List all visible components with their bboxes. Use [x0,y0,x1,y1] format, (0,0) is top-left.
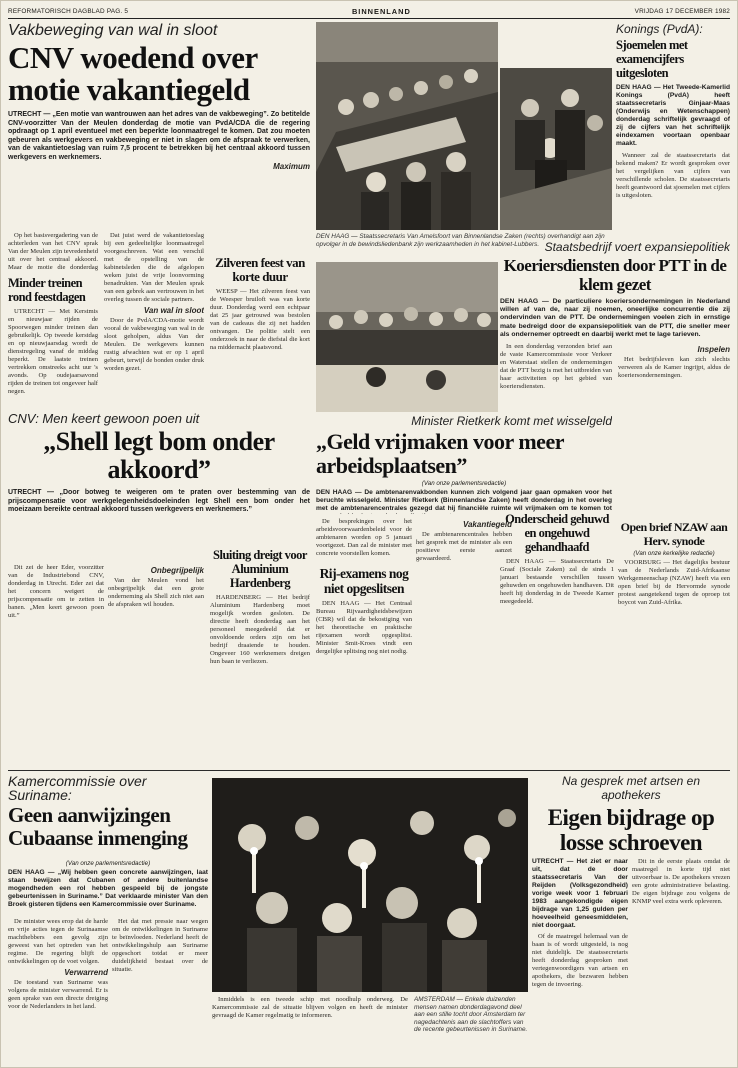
onderscheid-headline: Onderscheid gehuwd en ongehuwd gehandhaafd [505,512,609,554]
konings-headline: Sjoemelen met examencijfers uitgesloten [616,38,688,80]
rietkerk-body: De besprekingen over het arbeidsvoorwaardenbeleid voor de ambtenaren worden op 5 januari voortgezet. Dan zal de minister met concrete voorstellen komen. [316,518,412,557]
ptt-lead: DEN HAAG — De particuliere koeriersondernemingen in Nederland willen af van de, naar zij noemen, oneerlijke concurrentie die zij ondervinden van de PTT. De ondernemingen voelen zich in ernstige mate bedreigd door de expansiepolitiek van de PTT, die sneller meer als ondernemer optreedt en daarbij werkt met te lage tarieven. [500,298,730,338]
cnv-headline: CNV woedend over motie vakantiegeld [8,40,258,107]
konings-kicker: Konings (PvdA): [616,22,703,36]
divider-bottom-section [8,770,730,771]
ptt-kicker: Staatsbedrijf voert expansiepolitiek [544,240,730,254]
cnv-body-col1 [8,232,98,272]
section-name: BINNENLAND [351,7,411,16]
shell-headline: „Shell legt bom onder akkoord” [43,427,275,484]
cnv-subhead-1: Maximum [273,162,310,171]
aluminium-body: HARDENBERG — Het bedrijf Aluminium Hardenberg moet mogelijk worden gesloten. De directie heeft donderdag aan het personeel meegedeeld dat er onvoldoende orders zijn om het bedrijf draaiende te houden. Ongeveer 160 werknemers dreigen hun baan te verliezen. [210,594,310,665]
apothekers-body: Of de maatregel helemaal van de baan is of wordt uitgesteld, is nog niet duidelijk. De staatssecretaris heeft donderdag gesproken met vertegenwoordigers van artsen en apothekers, die bezwaren hebben tegen de invoering. [532,933,628,988]
meeting-photo-caption-text: DEN HAAG — Staatssecretaris Van Amelsfoort van Binnenlandse Zaken (rechts) overhandigt aan zijn opvolger in de bewindsliedenbank zijn werkzaamheden in het kabinet-Lubbers. [316,233,605,248]
shell-body2: Van der Meulen vond het onbegrijpelijk dat een grote onderneming als Shell zich niet aan de afspraken wil houden. [108,577,204,608]
cnv-lead: UTRECHT — „Een motie van wantrouwen aan het adres van de vakbeweging”. Zo betitelde CNV-voorzitter Van der Meulen donderdag de motie van PvdA/CDA die de regering opdraagt op 1 april eventueel met een beperkte loonmaatregel te komen. Dat zou moeten gebeuren als werkgevers en vakbeweging er niet in slagen om de afspraak te verwerken, van de vakantietoeslag van ruim 7,5 procent te betrekken bij het centraal akkoord tussen werkgevers en werknemers. [8,111,310,161]
suriname-body2: De toestand van Suriname was volgens de minister verwarrend. Er is geen sprake van een directe dreiging voor de Nederlanders in het land. [8,979,108,1010]
assembly-photo [316,262,498,412]
meeting-photo-right [500,68,612,230]
rietkerk-headline: „Geld vrijmaken voor meer arbeidsplaatsen” [316,429,564,478]
nzaw-headline: Open brief NZAW aan Herv. synode [620,520,728,548]
konings-body: Wanneer zal de staatssecretaris dat bekend maken? Er wordt gesproken over het vergelijken van cijfers van verschillende scholen. De staatssecretaris heeft geantwoord dat sjoemelen met cijfers is uitgesloten. [616,152,730,199]
suriname-article [8,774,208,868]
suriname-byline: (Van onze parlementsredactie) [65,860,151,867]
zilveren-headline: Zilveren feest van korte duur [215,256,305,284]
suriname-col3: Inmiddels is een tweede schip met noodhulp onderweg. De Kamercommissie zal de situatie blijven volgen en heeft de minister gevraagd de Kamer regelmatig te informeren. [212,996,408,1019]
procession-photo-caption-block [414,996,528,1060]
assembly-photo-image [316,262,498,412]
shell-subhead: Onbegrijpelijk [150,566,204,575]
shell-body-col [8,564,104,764]
suriname-col2: Het dat met pressie naar wegen om de ontwikkelingen in Suriname te beïnvloeden. Nederland heeft de ontwikkelingshulp aan Suriname opgeschort totdat er meer duidelijkheid bestaat over de situatie. [112,918,208,973]
rietkerk-body-col2 [416,518,512,788]
rietkerk-body-col [316,518,412,564]
shell-body-col2 [108,564,204,764]
ptt-body2: Het bedrijfsleven kan zich slechts verweren als de Kamer ingrijpt, aldus de koeriersondernemingen. [618,356,730,380]
procession-photo-caption: AMSTERDAM — Enkele duizenden mensen namen donderdagavond deel aan een stille tocht door Amsterdam ter nagedachtenis aan de slachtoffers van de recente gebeurtenissen in Suriname. [414,996,528,1034]
nzaw-article [618,520,730,760]
rietkerk-byline: (Van onze parlementsredactie) [421,480,507,487]
page-date: VRIJDAG 17 DECEMBER 1982 [634,8,730,15]
shell-kicker: CNV: Men keert gewoon poen uit [8,412,200,426]
shell-article [8,412,310,560]
cnv-body-col3 [210,160,310,250]
apothekers-kicker: Na gesprek met artsen en apothekers [561,774,701,802]
cnv-end-body: Door de PvdA/CDA-motie wordt vooral de vakbeweging van wal in de sloot geholpen, aldus Van der Meulen. De werkgevers kunnen rustig afwachten wat er op 1 april gebeurt, terwijl de bonden onder druk worden gezet. [104,317,204,372]
suriname-body-col2 [112,918,208,1060]
meeting-photo-right-image [500,68,612,230]
suriname-subhead: Verwarrend [64,968,108,977]
treinen-headline: Minder treinen rond feestdagen [8,276,86,304]
rietkerk-kicker: Minister Rietkerk komt met wisselgeld [411,414,612,428]
rietkerk-lead: DEN HAAG — De ambtenarenvakbonden kunnen zich volgend jaar gaan opmaken voor het beruchte wisselgeld. Minister Rietkerk (Binnenlandse Zaken) heeft donderdag in het overleg met de ambtenarencentrales gezegd dat hij financiële ruimte wil vrijmaken om te komen tot [316,489,612,512]
nzaw-byline: (Van onze kerkelijke redactie) [633,550,715,557]
treinen-article [8,276,98,416]
nzaw-body: VOORBURG — Het dagelijks bestuur van de Nederlands Zuid-Afrikaanse Werkgemeenschap (NZAW) heeft via een open brief bij de Hervormde synode protest aangetekend tegen de oproep tot boycot van Zuid-Afrika. [618,559,730,606]
onderscheid-body: DEN HAAG — Staatssecretaris De Graaf (Sociale Zaken) zal de sinds 1 januari bestaande verschillen tussen gehuwden en ongehuwden handhaven. Dit heeft hij donderdag in de Tweede Kamer meegedeeld. [500,558,614,605]
rijexamens-article [316,566,412,786]
aluminium-headline: Sluiting dreigt voor Aluminium Hardenberg [213,548,307,590]
apothekers-body2: Dit in de eerste plaats omdat de maatregel in korte tijd niet uitvoerbaar is. De apothekers vrezen een grote administratieve belasting. De eigen bijdrage zou volgens de KNMP veel extra werk opleveren. [632,858,730,905]
aluminium-article [210,548,310,768]
paper-name: REFORMATORISCH DAGBLAD PAG. 5 [8,8,129,15]
zilveren-article [210,256,310,406]
suriname-lead: DEN HAAG — „Wij hebben geen concrete aanwijzingen, laat staan bewijzen dat Cubanen of andere buitenlandse mogendheden een rol hebben gespeeld bij de jongste gebeurtenissen in Suriname.” Dat verklaarde minister Van den Broek gisteren tijdens een Kamercommissie over Suriname. [8,869,208,908]
rijexamens-body: DEN HAAG — Het Centraal Bureau Rijvaardigheidsbewijzen (CBR) wil dat de bekostiging van het theoretische en praktische rijexamen wordt opgesplitst. Minister Smit-Kroes vindt een dergelijke splitsing nog niet nodig. [316,600,412,655]
rietkerk-subhead: Vakantiegeld [462,520,512,529]
suriname-body: De minister wees erop dat de harde en vrije acties tegen de Surinaamse machthebbers een gevolg zijn geweest van het optreden van het regime. De regering blijft de ontwikkelingen op de voet volgen. [8,918,108,965]
cnv-kicker: Vakbeweging van wal in sloot [8,22,218,39]
konings-lead: DEN HAAG — Het Tweede-Kamerlid Konings (PvdA) heeft staatssecretaris Ginjaar-Maas (Onderwijs en Wetenschappen) donderdag schriftelijk gevraagd of zij de cijfers van het schriftelijk eindexamen voortaan openbaar maakt. [616,84,730,147]
rijexamens-headline: Rij-examens nog niet opgeslitsen [319,566,409,596]
ptt-article [500,240,730,510]
suriname-lead-block [8,858,208,914]
meeting-photo-image [316,22,498,230]
shell-lead: UTRECHT — „Door botweg te weigeren om te praten over bestemming van de prijscompensatie voor werkgelegenheidsdoeleinden legt Shell een bom onder het moeizaam bereikte centraal akkoord tussen werkgevers en werknemers.” [8,489,310,514]
apothekers-body-col2 [632,858,730,1060]
shell-body: Dit zei de heer Eder, voorzitter van de Industriebond CNV, donderdag in Utrecht. Eder zei dat het concern weigert de prijscompensatie om te zetten in banen. „Men keert gewoon poen uit.” [8,564,104,619]
apothekers-headline: Eigen bijdrage op losse schroeven [547,805,715,855]
onderscheid-article [500,512,614,762]
treinen-body: UTRECHT — Met Kerstmis en nieuwjaar rijden de Spoorwegen minder treinen dan gebruikelijk. Op tweede kerstdag en op nieuwjaarsdag wordt de dienstregeling vanaf de middag beperkt. De laatste treinen vertrekken omstreeks acht uur 's avonds. Op oudejaarsavond rijden de treinen tot ongeveer half negen. [8,308,98,395]
suriname-body-col3 [212,996,408,1060]
apothekers-lead-block [532,858,628,1060]
zilveren-body: WEESP — Het zilveren feest van de Weesper bruiloft was van korte duur. Donderdag werd een echtpaar dat 25 jaar getrouwd was bestolen van de cadeaus die zij net hadden ontvangen. De politie stelt een onderzoek in naar de diefstal die kort na middernacht plaatsvond. [210,288,310,351]
ptt-headline: Koeriersdiensten door PTT in de klem gezet [503,256,727,294]
apothekers-lead: UTRECHT — Het ziet er naar uit, dat de door staatssecretaris Van der Reijden (Volksgezondheid) vorige week voor 1 februari 1983 aangekondigde eigen bijdrage van 1,25 gulden per hoeveelheid geneesmiddelen, niet doorgaat. [532,858,628,929]
suriname-headline: Geen aanwijzingen Cubaanse inmenging [8,803,188,850]
suriname-kicker: Kamercommissie over Suriname: [8,774,147,803]
page-masthead [8,5,730,19]
cnv-mid-body: Dat juist werd de vakantietoeslag bij een gedeeltelijke loonmaatregel voorgeschreven. Wat een verschil met de opstelling van de kabinetsleden die de afgelopen weken juist de vrije loonvorming benadrukten. Van der Meulen sprak van een gebrek aan vertrouwen in het overleg tussen de sociale partners. [104,232,204,303]
ptt-subhead: Inspelen [697,345,730,355]
ptt-body: In een donderdag verzonden brief aan de vaste Kamercommissie voor Verkeer en Waterstaat stellen de ondernemingen dat de PTT bezig is met het uitbreiden van haar activiteiten op het gebied van koeriersdiensten. [500,343,612,391]
procession-photo-image [212,778,528,992]
cnv-body: Op het basisvergadering van de achterleden van het CNV sprak Van der Meulen zijn tevredenheid uit over het centraal akkoord. Maar de motie die donderdag [8,232,98,271]
cnv-subhead-2: Van wal in sloot [143,306,204,315]
konings-article [616,22,730,254]
rietkerk-body2: De ambtenarencentrales hebben het gesprek met de minister als een positieve eerste aanzet gewaardeerd. [416,531,512,562]
meeting-photo [316,22,498,230]
suriname-body-col [8,918,108,1060]
procession-photo [212,778,528,992]
